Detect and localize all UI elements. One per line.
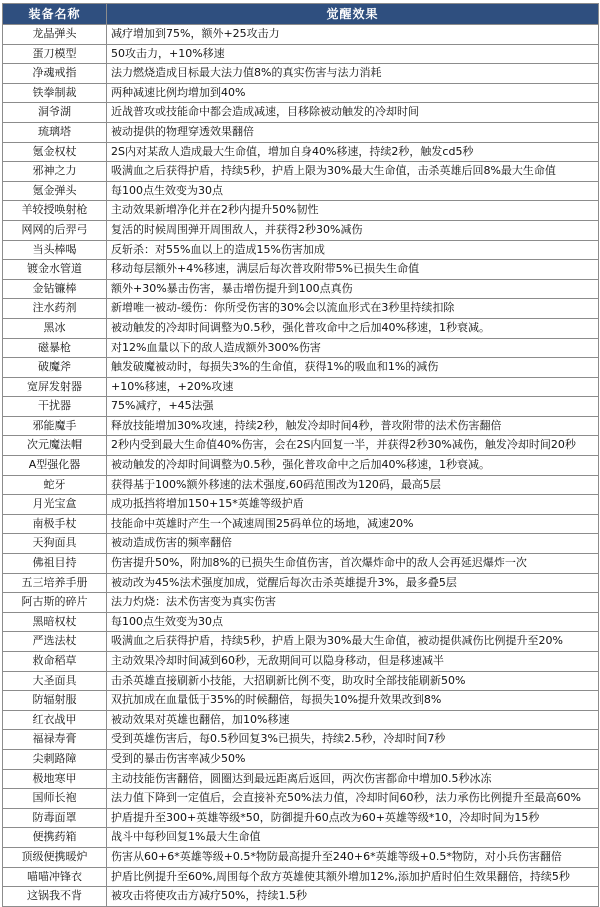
equipment-name-cell: 龙晶弹头 bbox=[3, 25, 107, 45]
equipment-name-cell: 严选法杖 bbox=[3, 632, 107, 652]
awakening-effect-cell: 2秒内受到最大生命值40%伤害，会在2S内回复一半，并获得2秒30%减伤，触发冷却时间20秒 bbox=[107, 436, 599, 456]
equipment-awakening-table bbox=[2, 3, 599, 907]
awakening-effect-cell: 两种减速比例均增加到40% bbox=[107, 83, 599, 103]
table-row bbox=[3, 691, 599, 711]
awakening-effect-cell: 受到英雄伤害后，每0.5秒回复3%已损失，持续2.5秒，冷却时间7秒 bbox=[107, 730, 599, 750]
awakening-effect-cell: 主动效果冷却时间减到60秒，无敌期间可以隐身移动，但是移速减半 bbox=[107, 652, 599, 672]
equipment-name-cell: 琉璃塔 bbox=[3, 122, 107, 142]
awakening-effect-cell: 2S内对某敌人造成最大生命值，增加自身40%移速，持续2秒，触发cd5秒 bbox=[107, 142, 599, 162]
table-row bbox=[3, 162, 599, 182]
equipment-name-cell: 邪能魔手 bbox=[3, 416, 107, 436]
table-row bbox=[3, 260, 599, 280]
awakening-effect-cell: 获得基于100%额外移速的法术强度,60码范围改为120码，最高5层 bbox=[107, 475, 599, 495]
table-row bbox=[3, 534, 599, 554]
equipment-name-cell: 当头棒喝 bbox=[3, 240, 107, 260]
table-row bbox=[3, 808, 599, 828]
table-row bbox=[3, 416, 599, 436]
table-row bbox=[3, 475, 599, 495]
table-row bbox=[3, 64, 599, 84]
equipment-name-cell: 便携药箱 bbox=[3, 828, 107, 848]
awakening-effect-cell: 新增唯一被动-缓伤：你所受伤害的30%会以流血形式在3秒里持续扣除 bbox=[107, 299, 599, 319]
awakening-effect-cell: 主动效果新增净化并在2秒内提升50%韧性 bbox=[107, 201, 599, 221]
table-row bbox=[3, 436, 599, 456]
table-row bbox=[3, 573, 599, 593]
equipment-name-cell: 防毒面罩 bbox=[3, 808, 107, 828]
table-row bbox=[3, 103, 599, 123]
equipment-name-cell: 邪神之力 bbox=[3, 162, 107, 182]
table-row bbox=[3, 122, 599, 142]
awakening-effect-cell: 法力燃烧造成目标最大法力值8%的真实伤害与法力消耗 bbox=[107, 64, 599, 84]
header-awakening-effect: 觉醒效果 bbox=[107, 4, 599, 25]
awakening-effect-cell: 被动触发的冷却时间调整为0.5秒，强化普攻命中之后加40%移速，1秒衰减。 bbox=[107, 456, 599, 476]
equipment-name-cell: 羊较授唤射枪 bbox=[3, 201, 107, 221]
table-row bbox=[3, 828, 599, 848]
header-equipment-name: 装备名称 bbox=[3, 4, 107, 25]
equipment-name-cell: 氪金权杖 bbox=[3, 142, 107, 162]
equipment-name-cell: 南极手杖 bbox=[3, 514, 107, 534]
table-row bbox=[3, 44, 599, 64]
equipment-name-cell: 极地寒甲 bbox=[3, 769, 107, 789]
awakening-effect-cell: 法力灼烧：法术伤害变为真实伤害 bbox=[107, 593, 599, 613]
equipment-name-cell: 破魔斧 bbox=[3, 358, 107, 378]
equipment-name-cell: 尖刺路障 bbox=[3, 749, 107, 769]
table-row bbox=[3, 593, 599, 613]
table-row bbox=[3, 514, 599, 534]
equipment-table-container bbox=[2, 3, 598, 907]
table-row bbox=[3, 377, 599, 397]
equipment-name-cell: 天狗面具 bbox=[3, 534, 107, 554]
equipment-name-cell: 五三培养手册 bbox=[3, 573, 107, 593]
awakening-effect-cell: 伤害提升50%，附加8%的已损失生命值伤害，首次爆炸命中的敌人会再延迟爆炸一次 bbox=[107, 554, 599, 574]
equipment-name-cell: 金钻镰棒 bbox=[3, 279, 107, 299]
awakening-effect-cell: +10%移速，+20%攻速 bbox=[107, 377, 599, 397]
equipment-name-cell: 氪金弹头 bbox=[3, 181, 107, 201]
awakening-effect-cell: 近战普攻或技能命中都会造成减速，目移除被动触发的冷却时间 bbox=[107, 103, 599, 123]
table-header-row bbox=[3, 4, 599, 25]
awakening-effect-cell: 释放技能增加30%攻速，持续2秒，触发冷却时间4秒，普攻附带的法术伤害翻倍 bbox=[107, 416, 599, 436]
awakening-effect-cell: 吸满血之后获得护盾，持续5秒，护盾上限为30%最大生命值，击杀英雄后回8%最大生命值 bbox=[107, 162, 599, 182]
equipment-name-cell: 网网的后羿弓 bbox=[3, 220, 107, 240]
equipment-name-cell: 干扰器 bbox=[3, 397, 107, 417]
equipment-name-cell: 防辐射服 bbox=[3, 691, 107, 711]
equipment-name-cell: A型强化器 bbox=[3, 456, 107, 476]
awakening-effect-cell: 伤害从60+6*英雄等级+0.5*物防最高提升至240+6*英雄等级+0.5*物防，对小兵伤害翻倍 bbox=[107, 847, 599, 867]
equipment-name-cell: 次元魔法帽 bbox=[3, 436, 107, 456]
table-row bbox=[3, 201, 599, 221]
awakening-effect-cell: 被动改为45%法术强度加成，觉醒后每次击杀英雄提升3%，最多叠5层 bbox=[107, 573, 599, 593]
awakening-effect-cell: 每100点生效变为30点 bbox=[107, 181, 599, 201]
table-row bbox=[3, 220, 599, 240]
equipment-name-cell: 黑暗权杖 bbox=[3, 612, 107, 632]
table-row bbox=[3, 554, 599, 574]
table-row bbox=[3, 847, 599, 867]
awakening-effect-cell: 额外+30%暴击伤害，暴击增伤提升到100点真伤 bbox=[107, 279, 599, 299]
table-row bbox=[3, 279, 599, 299]
table-row bbox=[3, 83, 599, 103]
awakening-effect-cell: 击杀英雄直接刷新小技能，大招刷新比例不变，助攻时全部技能刷新50% bbox=[107, 671, 599, 691]
equipment-name-cell: 佛祖目持 bbox=[3, 554, 107, 574]
awakening-effect-cell: 移动每层额外+4%移速，满层后每次普攻附带5%已损失生命值 bbox=[107, 260, 599, 280]
awakening-effect-cell: 双抗加成在血量低于35%的时候翻倍，每损失10%提升效果改到8% bbox=[107, 691, 599, 711]
table-row bbox=[3, 318, 599, 338]
table-row bbox=[3, 789, 599, 809]
equipment-name-cell: 蛋刀模型 bbox=[3, 44, 107, 64]
equipment-name-cell: 福禄寿膏 bbox=[3, 730, 107, 750]
table-row bbox=[3, 456, 599, 476]
awakening-effect-cell: 技能命中英雄时产生一个减速周围25码单位的场地，减速20% bbox=[107, 514, 599, 534]
equipment-name-cell: 蛇牙 bbox=[3, 475, 107, 495]
equipment-name-cell: 国师长袍 bbox=[3, 789, 107, 809]
table-row bbox=[3, 769, 599, 789]
awakening-effect-cell: 触发破魔被动时，每损失3%的生命值，获得1%的吸血和1%的减伤 bbox=[107, 358, 599, 378]
awakening-effect-cell: 战斗中每秒回复1%最大生命值 bbox=[107, 828, 599, 848]
awakening-effect-cell: 吸满血之后获得护盾，持续5秒，护盾上限为30%最大生命值，被动提供减伤比例提升至20% bbox=[107, 632, 599, 652]
awakening-effect-cell: 护盾比例提升至60%,周围每个敌方英雄使其额外增加12%,添加护盾时伯生效果翻倍，持续5秒 bbox=[107, 867, 599, 887]
equipment-name-cell: 喵喵冲锋衣 bbox=[3, 867, 107, 887]
equipment-name-cell: 注水药剂 bbox=[3, 299, 107, 319]
table-row bbox=[3, 612, 599, 632]
equipment-name-cell: 镀金水管道 bbox=[3, 260, 107, 280]
equipment-name-cell: 磁暴枪 bbox=[3, 338, 107, 358]
awakening-effect-cell: 成功抵挡将增加150+15*英雄等级护盾 bbox=[107, 495, 599, 515]
table-row bbox=[3, 240, 599, 260]
table-row bbox=[3, 299, 599, 319]
awakening-effect-cell: 复活的时候周围弹开周围敌人，并获得2秒30%减伤 bbox=[107, 220, 599, 240]
awakening-effect-cell: 法力值下降到一定值后，会直接补充50%法力值，冷却时间60秒，法力承伤比例提升至最高60% bbox=[107, 789, 599, 809]
equipment-name-cell: 顶级便携暖炉 bbox=[3, 847, 107, 867]
table-row bbox=[3, 887, 599, 907]
table-row bbox=[3, 671, 599, 691]
awakening-effect-cell: 被动提供的物理穿透效果翻倍 bbox=[107, 122, 599, 142]
awakening-effect-cell: 对12%血量以下的敌人造成额外300%伤害 bbox=[107, 338, 599, 358]
awakening-effect-cell: 主动技能伤害翻倍，圆圈达到最远距离后返回，两次伤害都命中增加0.5秒冰冻 bbox=[107, 769, 599, 789]
equipment-name-cell: 救命稻草 bbox=[3, 652, 107, 672]
table-row bbox=[3, 181, 599, 201]
awakening-effect-cell: 被动造成伤害的频率翻倍 bbox=[107, 534, 599, 554]
equipment-name-cell: 这锅我不背 bbox=[3, 887, 107, 907]
table-row bbox=[3, 338, 599, 358]
table-row bbox=[3, 710, 599, 730]
table-row bbox=[3, 25, 599, 45]
equipment-name-cell: 大圣面具 bbox=[3, 671, 107, 691]
awakening-effect-cell: 每100点生效变为30点 bbox=[107, 612, 599, 632]
awakening-effect-cell: 被动效果对英雄也翻倍，加10%移速 bbox=[107, 710, 599, 730]
awakening-effect-cell: 减疗增加到75%，额外+25攻击力 bbox=[107, 25, 599, 45]
equipment-name-cell: 月光宝盒 bbox=[3, 495, 107, 515]
equipment-name-cell: 红衣战甲 bbox=[3, 710, 107, 730]
table-row bbox=[3, 652, 599, 672]
equipment-name-cell: 阿古斯的碎片 bbox=[3, 593, 107, 613]
awakening-effect-cell: 被攻击将使攻击方减疗50%，持续1.5秒 bbox=[107, 887, 599, 907]
awakening-effect-cell: 护盾提升至300+英雄等级*50，防御提升60点改为60+英雄等级*10，冷却时间为15秒 bbox=[107, 808, 599, 828]
awakening-effect-cell: 75%减疗，+45法强 bbox=[107, 397, 599, 417]
table-row bbox=[3, 495, 599, 515]
equipment-name-cell: 净魂戒指 bbox=[3, 64, 107, 84]
awakening-effect-cell: 受到的暴击伤害率减少50% bbox=[107, 749, 599, 769]
equipment-name-cell: 铁拳制裁 bbox=[3, 83, 107, 103]
table-row bbox=[3, 397, 599, 417]
table-row bbox=[3, 730, 599, 750]
awakening-effect-cell: 反斩杀：对55%血以上的造成15%伤害加成 bbox=[107, 240, 599, 260]
equipment-name-cell: 宽屏发射器 bbox=[3, 377, 107, 397]
table-body bbox=[3, 25, 599, 907]
table-row bbox=[3, 632, 599, 652]
equipment-name-cell: 黑冰 bbox=[3, 318, 107, 338]
table-row bbox=[3, 142, 599, 162]
equipment-name-cell: 洞爷湖 bbox=[3, 103, 107, 123]
awakening-effect-cell: 50攻击力，+10%移速 bbox=[107, 44, 599, 64]
table-row bbox=[3, 358, 599, 378]
table-row bbox=[3, 749, 599, 769]
awakening-effect-cell: 被动触发的冷却时间调整为0.5秒，强化普攻命中之后加40%移速，1秒衰减。 bbox=[107, 318, 599, 338]
